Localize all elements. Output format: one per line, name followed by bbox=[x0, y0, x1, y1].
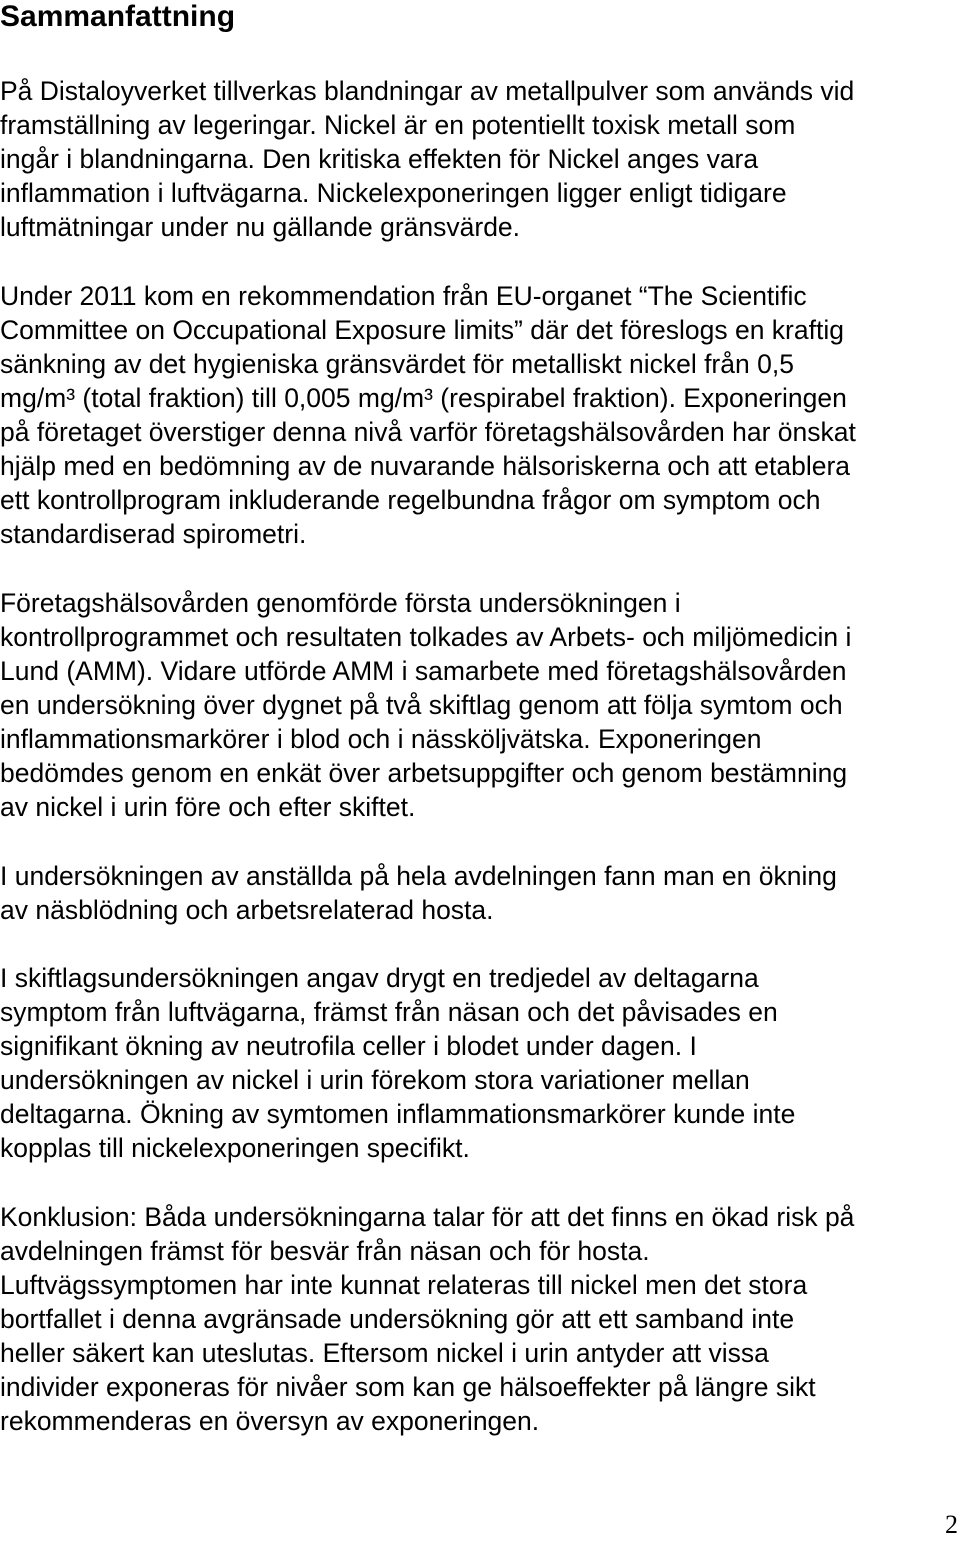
text-line: signifikant ökning av neutrofila celler i blodet under dagen. I bbox=[0, 1031, 697, 1061]
text-line: en undersökning över dygnet på två skiftlag genom att följa symtom och bbox=[0, 690, 843, 720]
text-line: undersökningen av nickel i urin förekom stora variationer mellan bbox=[0, 1065, 750, 1095]
text-line: ingår i blandningarna. Den kritiska effekten för Nickel anges vara bbox=[0, 144, 759, 174]
text-line: I skiftlagsundersökningen angav drygt en tredjedel av deltagarna bbox=[0, 963, 759, 993]
text-line: Under 2011 kom en rekommendation från EU-organet “The Scientific bbox=[0, 281, 807, 311]
text-line: framställning av legeringar. Nickel är en potentiellt toxisk metall som bbox=[0, 110, 796, 140]
text-line: På Distaloyverket tillverkas blandningar av metallpulver som används vid bbox=[0, 76, 855, 106]
text-line: på företaget överstiger denna nivå varför företagshälsovården har önskat bbox=[0, 417, 856, 447]
text-line: luftmätningar under nu gällande gränsvärde. bbox=[0, 212, 521, 242]
text-line: bedömdes genom en enkät över arbetsuppgifter och genom bestämning bbox=[0, 758, 848, 788]
text-line: heller säkert kan uteslutas. Eftersom nickel i urin antyder att vissa bbox=[0, 1338, 769, 1368]
text-line: Luftvägssymptomen har inte kunnat relateras till nickel men det stora bbox=[0, 1270, 808, 1300]
text-line: bortfallet i denna avgränsade undersökning gör att ett samband inte bbox=[0, 1304, 795, 1334]
page-title: Sammanfattning bbox=[0, 0, 236, 33]
paragraph-findings-department bbox=[0, 859, 837, 927]
text-line: Lund (AMM). Vidare utförde AMM i samarbete med företagshälsovården bbox=[0, 656, 847, 686]
text-line: kopplas till nickelexponeringen specifikt. bbox=[0, 1133, 470, 1163]
text-line: deltagarna. Ökning av symtomen inflammationsmarkörer kunde inte bbox=[0, 1099, 796, 1129]
text-line: sänkning av det hygieniska gränsvärdet för metalliskt nickel från 0,5 bbox=[0, 349, 794, 379]
text-line: kontrollprogrammet och resultaten tolkades av Arbets- och miljömedicin i bbox=[0, 622, 852, 652]
page-number: 2 bbox=[945, 1510, 958, 1539]
text-line: Committee on Occupational Exposure limits” där det föreslogs en kraftig bbox=[0, 315, 844, 345]
paragraph-findings-shift bbox=[0, 961, 795, 1165]
text-line: I undersökningen av anställda på hela avdelningen fann man en ökning bbox=[0, 861, 837, 891]
text-line: individer exponeras för nivåer som kan ge hälsoeffekter på längre sikt bbox=[0, 1372, 816, 1402]
text-line: inflammation i luftvägarna. Nickelexponeringen ligger enligt tidigare bbox=[0, 178, 787, 208]
text-line: ett kontrollprogram inkluderande regelbundna frågor om symptom och bbox=[0, 485, 821, 515]
text-line: Företagshälsovården genomförde första undersökningen i bbox=[0, 588, 681, 618]
paragraph-method bbox=[0, 586, 851, 824]
text-line: av näsblödning och arbetsrelaterad hosta. bbox=[0, 895, 494, 925]
paragraph-conclusion bbox=[0, 1200, 854, 1438]
text-line: inflammationsmarkörer i blod och i nässköljvätska. Exponeringen bbox=[0, 724, 762, 754]
text-line: standardiserad spirometri. bbox=[0, 519, 307, 549]
text-line: av nickel i urin före och efter skiftet. bbox=[0, 792, 416, 822]
paragraph-intro bbox=[0, 74, 854, 244]
text-line: avdelningen främst för besvär från näsan och för hosta. bbox=[0, 1236, 650, 1266]
text-line: Konklusion: Båda undersökningarna talar för att det finns en ökad risk på bbox=[0, 1202, 855, 1232]
text-line: rekommenderas en översyn av exponeringen. bbox=[0, 1406, 540, 1436]
paragraph-recommendation bbox=[0, 279, 856, 551]
text-line: hjälp med en bedömning av de nuvarande hälsoriskerna och att etablera bbox=[0, 451, 851, 481]
text-line: mg/m³ (total fraktion) till 0,005 mg/m³ (respirabel fraktion). Exponeringen bbox=[0, 383, 847, 413]
text-line: symptom från luftvägarna, främst från näsan och det påvisades en bbox=[0, 997, 778, 1027]
